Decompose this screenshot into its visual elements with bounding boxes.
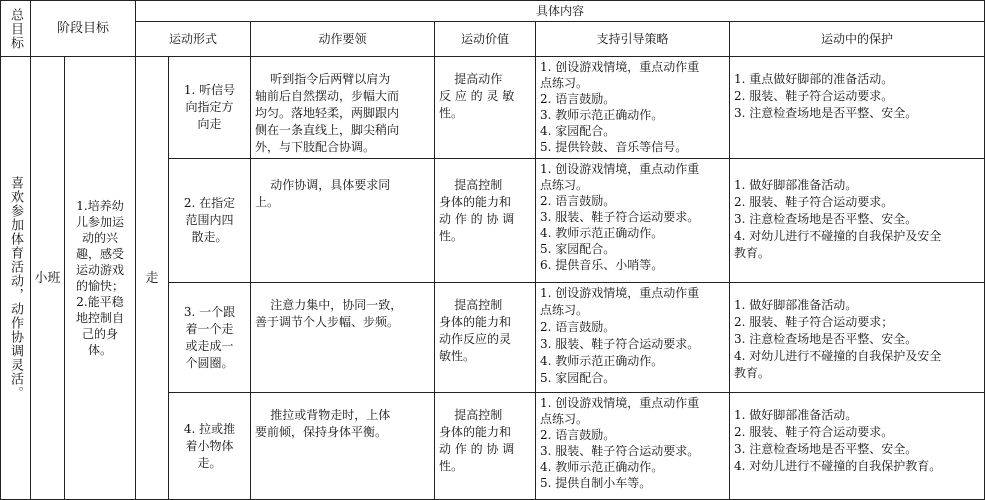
header-specific-content <box>135 0 985 22</box>
value-line: 提高动作 <box>439 72 503 86</box>
row-2-strategy <box>535 158 730 283</box>
essentials-line: 推拉或背物走时，上体 <box>255 408 391 422</box>
protection-line: 3. 注意检查场地是否平整、安全。 <box>734 332 918 346</box>
protection-line: 4. 对幼儿进行不碰撞的自我保护及安全 <box>734 229 942 243</box>
value-line: 提高控制 <box>439 298 503 312</box>
row-3-essentials <box>250 282 435 393</box>
form-line: 向走 <box>197 117 222 131</box>
column-header-value-text: 运动价值 <box>460 31 509 46</box>
strategy-line: 点练习。 <box>540 412 589 426</box>
value-line: 性。 <box>439 106 464 120</box>
overall-goal-cell <box>0 56 31 500</box>
protection-line: 3. 注意检查场地是否平整、安全。 <box>734 106 918 120</box>
header-stage-goal <box>30 0 136 57</box>
strategy-line: 1. 创设游戏情境，重点动作重 <box>540 162 700 176</box>
form-line: 个圆圈。 <box>185 355 234 370</box>
row-1-strategy <box>535 56 730 159</box>
value-line: 动 作 的 协 调 <box>439 442 515 456</box>
strategy-line: 4. 教师示范正确动作。 <box>540 226 664 240</box>
row-1-essentials <box>250 56 435 159</box>
stage-goal-line: 趣，感受 <box>75 247 124 261</box>
row-2-value <box>434 158 536 283</box>
row-4-form <box>168 392 251 500</box>
value-line: 性。 <box>439 229 464 243</box>
form-line: 着一个走 <box>185 321 234 336</box>
column-header-strategy <box>535 21 730 57</box>
overall-goal-text: 喜欢参加体育活动，动作协调灵活。 <box>8 176 23 400</box>
stage-goal-line: 地控制自 <box>75 311 124 325</box>
column-header-form <box>135 21 251 57</box>
strategy-line: 3. 服装、鞋子符合运动要求。 <box>540 444 700 458</box>
row-2-essentials <box>250 158 435 283</box>
strategy-line: 4. 家园配合。 <box>540 124 616 138</box>
strategy-line: 2. 语言鼓励。 <box>540 92 616 106</box>
protection-line: 2. 服装、鞋子符合运动要求。 <box>734 425 894 439</box>
value-line: 提高控制 <box>439 408 503 422</box>
protection-line: 1. 做好脚部准备活动。 <box>734 408 858 422</box>
protection-line: 4. 对幼儿进行不碰撞的自我保护教育。 <box>734 459 942 473</box>
stage-goal-line: 2.能平稳 <box>76 295 124 309</box>
stage-goal-line: 动的兴 <box>81 231 118 245</box>
form-line: 3. 一个跟 <box>183 304 236 319</box>
strategy-line: 3. 教师示范正确动作。 <box>540 108 664 122</box>
essentials-line: 侧在一条直线上，脚尖稍向 <box>255 123 400 137</box>
row-3-value <box>434 282 536 393</box>
class-level-text: 小班 <box>34 270 61 286</box>
strategy-line: 2. 语言鼓励。 <box>540 428 616 442</box>
value-line: 提高控制 <box>439 178 503 192</box>
protection-line: 2. 服装、鞋子符合运动要求； <box>734 315 894 329</box>
essentials-line: 均匀。落地轻柔，两脚跟内 <box>255 106 400 120</box>
column-header-strategy-text: 支持引导策略 <box>596 31 669 46</box>
row-3-form <box>168 282 251 393</box>
form-line: 向指定方 <box>185 100 234 114</box>
form-line: 着小物体 <box>185 438 234 453</box>
form-line: 范围内四 <box>185 213 234 227</box>
protection-line: 2. 服装、鞋子符合运动要求。 <box>734 89 894 103</box>
category-walk-text: 走 <box>145 270 159 286</box>
stage-goal-line: 体。 <box>87 343 112 357</box>
strategy-line: 4. 教师示范正确动作。 <box>540 460 664 474</box>
header-specific-content-text: 具体内容 <box>535 3 584 18</box>
row-3-protection <box>729 282 985 393</box>
essentials-line: 善于调节个人步幅、步频。 <box>255 315 400 329</box>
protection-line: 1. 做好脚部准备活动。 <box>734 298 858 312</box>
protection-line: 教育。 <box>734 246 771 260</box>
strategy-line: 5. 提供铃鼓、音乐等信号。 <box>540 140 688 154</box>
column-header-essentials-text: 动作要领 <box>318 31 367 46</box>
stage-goal-cell <box>64 56 136 500</box>
strategy-line: 6. 提供音乐、小哨等。 <box>540 258 664 272</box>
strategy-line: 1. 创设游戏情境，重点动作重 <box>540 396 700 410</box>
strategy-line: 1. 创设游戏情境，重点动作重 <box>540 60 700 74</box>
stage-goal-line: 己的身 <box>81 327 118 341</box>
value-line: 身体的能力和 <box>439 195 512 209</box>
essentials-line: 上。 <box>255 195 280 209</box>
value-line: 性。 <box>439 459 464 473</box>
row-1-value <box>434 56 536 159</box>
strategy-line: 5. 家园配合。 <box>540 371 616 385</box>
column-header-protection <box>729 21 985 57</box>
stage-goal-text <box>76 198 124 358</box>
form-line: 2. 在指定 <box>183 196 236 210</box>
stage-goal-line: 1.培养幼 <box>76 199 124 213</box>
protection-line: 1. 做好脚部准备活动。 <box>734 178 858 192</box>
essentials-line: 动作协调，具体要求同 <box>255 178 391 192</box>
protection-line: 3. 注意检查场地是否平整、安全。 <box>734 442 918 456</box>
strategy-line: 4. 教师示范正确动作。 <box>540 354 664 368</box>
row-4-protection <box>729 392 985 500</box>
strategy-line: 3. 服装、鞋子符合运动要求。 <box>540 210 700 224</box>
row-2-protection <box>729 158 985 283</box>
protection-line: 4. 对幼儿进行不碰撞的自我保护及安全 <box>734 349 942 363</box>
value-line: 身体的能力和 <box>439 315 512 329</box>
strategy-line: 2. 语言鼓励。 <box>540 194 616 208</box>
strategy-line: 点练习。 <box>540 303 589 317</box>
row-2-form <box>168 158 251 283</box>
essentials-line: 外，与下肢配合协调。 <box>255 140 376 154</box>
protection-line: 2. 服装、鞋子符合运动要求。 <box>734 195 894 209</box>
header-stage-goal-text: 阶段目标 <box>56 21 109 36</box>
row-3-strategy <box>535 282 730 393</box>
form-line: 或走成一 <box>185 338 234 353</box>
protection-line: 1. 重点做好脚部的准备活动。 <box>734 72 894 86</box>
form-line: 1. 听信号 <box>183 83 236 97</box>
column-header-form-text: 运动形式 <box>168 31 217 46</box>
row-1-form <box>168 56 251 159</box>
value-line: 动 作 的 协 调 <box>439 212 515 226</box>
header-overall-goal-text: 总目标 <box>8 7 23 50</box>
form-line: 4. 拉或推 <box>183 421 236 436</box>
row-4-strategy <box>535 392 730 500</box>
row-4-value <box>434 392 536 500</box>
essentials-line: 听到指令后两臂以肩为 <box>255 72 391 86</box>
column-header-value <box>434 21 536 57</box>
form-line: 散走。 <box>191 230 228 244</box>
value-line: 反 应 的 灵 敏 <box>439 89 515 103</box>
protection-line: 教育。 <box>734 366 771 380</box>
value-line: 敏性。 <box>439 349 476 363</box>
category-walk-cell <box>135 56 169 500</box>
essentials-line: 轴前后自然摆动，步幅大而 <box>255 89 400 103</box>
strategy-line: 点练习。 <box>540 76 589 90</box>
value-line: 身体的能力和 <box>439 425 512 439</box>
stage-goal-line: 儿参加运 <box>75 215 124 229</box>
form-line: 走。 <box>197 455 222 470</box>
strategy-line: 5. 家园配合。 <box>540 242 616 256</box>
stage-goal-line: 的愉快； <box>75 279 124 293</box>
class-level-cell <box>30 56 65 500</box>
header-overall-goal <box>0 0 31 57</box>
strategy-line: 3. 服装、鞋子符合运动要求。 <box>540 337 700 351</box>
row-1-protection <box>729 56 985 159</box>
row-4-essentials <box>250 392 435 500</box>
column-header-protection-text: 运动中的保护 <box>820 31 893 46</box>
essentials-line: 要前倾，保持身体平衡。 <box>255 425 388 439</box>
column-header-essentials <box>250 21 435 57</box>
strategy-line: 2. 语言鼓励。 <box>540 320 616 334</box>
strategy-line: 点练习。 <box>540 178 589 192</box>
stage-goal-line: 运动游戏 <box>75 263 124 277</box>
strategy-line: 1. 创设游戏情境，重点动作重 <box>540 286 700 300</box>
essentials-line: 注意力集中，协同一致， <box>255 298 403 312</box>
strategy-line: 5. 提供自制小车等。 <box>540 476 652 490</box>
value-line: 动作反应的灵 <box>439 332 512 346</box>
protection-line: 3. 注意检查场地是否平整、安全。 <box>734 212 918 226</box>
